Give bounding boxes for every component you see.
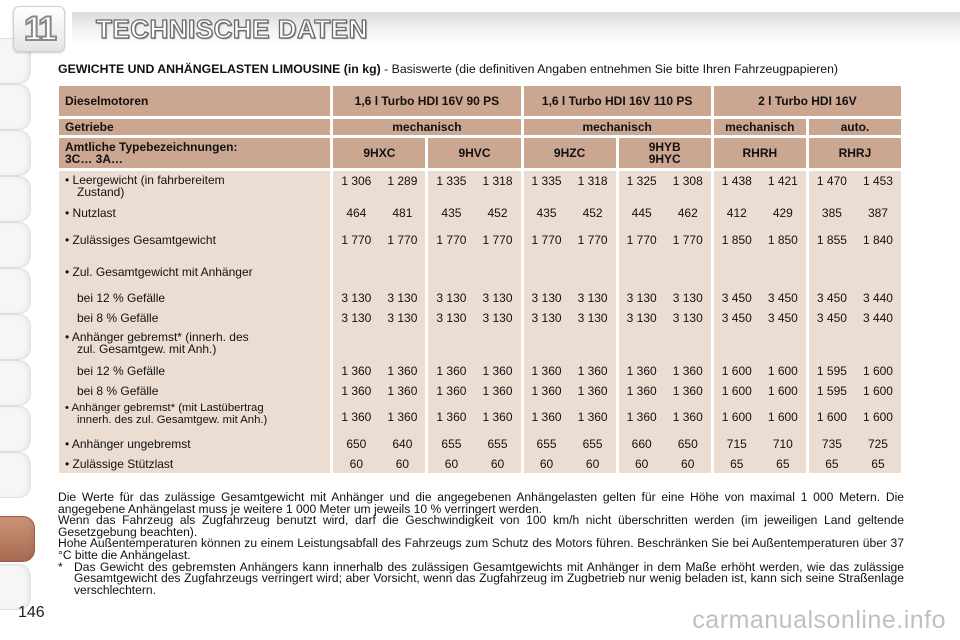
- labels-column: [65, 171, 330, 473]
- value-pair: [809, 206, 901, 220]
- table-cell-value: 735: [821, 437, 842, 451]
- table-cell-value: 3 450: [721, 311, 752, 325]
- table-cell-value: 1 289: [387, 174, 418, 188]
- type-cell: [619, 138, 711, 168]
- table-cell-value: 1 600: [862, 384, 893, 398]
- note-paragraph: Hohe Außentemperaturen können zu einem Leistungsabfall des Fahrzeugs zum Schutz des Motors führen. Beschränken Sie bei Außentemperaturen über 37 °C bitte die Anhängelast.: [58, 536, 904, 562]
- table-cell-value: 3 130: [672, 291, 703, 305]
- gearbox-row: [59, 119, 901, 135]
- table-cell-value: 1 770: [436, 233, 467, 247]
- type-line: 9HYC: [648, 152, 681, 166]
- table-cell-value: 1 360: [387, 384, 418, 398]
- table-cell-value: 435: [536, 206, 557, 220]
- table-cell-value: 1 770: [577, 233, 608, 247]
- table-cell-value: 60: [349, 457, 364, 471]
- row-labels: [59, 171, 330, 473]
- table-cell-value: 65: [871, 457, 885, 471]
- table-cell-value: 1 600: [721, 384, 752, 398]
- table-cell-value: 387: [867, 206, 888, 220]
- table-cell-value: 3 450: [816, 311, 847, 325]
- engine-header: 2 l Turbo HDI 16V: [714, 86, 901, 116]
- watermark: carmanualsonline.info: [692, 606, 946, 634]
- value-pair: [428, 291, 520, 305]
- table-cell-value: 452: [487, 206, 508, 220]
- row-label: • Zulässige Stützlast: [65, 457, 174, 471]
- gearbox-cell: mechanisch: [714, 119, 806, 135]
- table-cell-value: 1 770: [531, 233, 562, 247]
- table-cell-value: 725: [867, 437, 888, 451]
- table-cell-value: 3 130: [387, 291, 418, 305]
- table-cell-value: 60: [539, 457, 554, 471]
- table-cell-value: 1 360: [482, 410, 513, 424]
- value-pair: [333, 437, 425, 451]
- value-pair: [619, 311, 711, 325]
- table-cell-value: 462: [677, 206, 698, 220]
- gearbox-cell: mechanisch: [524, 119, 711, 135]
- engines-label: Dieselmotoren: [59, 86, 330, 116]
- table-cell-value: 1 595: [816, 364, 847, 378]
- table-cell-value: 1 360: [482, 364, 513, 378]
- value-pair: [428, 410, 520, 424]
- value-pair: [714, 384, 806, 398]
- table-cell-value: 1 360: [531, 410, 562, 424]
- value-pair: [428, 457, 520, 471]
- table-cell-value: 60: [585, 457, 600, 471]
- table-cell-value: 1 360: [482, 384, 513, 398]
- value-pair: [619, 206, 711, 220]
- table-cell-value: 655: [487, 437, 508, 451]
- table-body: [59, 171, 901, 473]
- table-cell-value: 65: [730, 457, 744, 471]
- value-pair: [714, 457, 806, 471]
- page-number: 146: [18, 604, 45, 621]
- value-pair: [809, 384, 901, 398]
- row-label: • Zulässiges Gesamtgewicht: [65, 233, 216, 247]
- table-cell-value: 1 770: [387, 233, 418, 247]
- table-cell-value: 1 850: [767, 233, 798, 247]
- table-cell-value: 1 360: [436, 384, 467, 398]
- value-pair: [524, 311, 616, 325]
- table-cell-value: 1 600: [767, 364, 798, 378]
- table-cell-value: 1 770: [672, 233, 703, 247]
- gearbox-cell: auto.: [809, 119, 901, 135]
- types-label-line: 3C… 3A…: [65, 152, 124, 166]
- value-pair: [333, 364, 425, 378]
- footnote-mark: *: [58, 559, 63, 574]
- value-pair: [428, 233, 520, 247]
- table-cell-value: 1 360: [387, 410, 418, 424]
- value-pair: [619, 437, 711, 451]
- chapter-tab[interactable]: [0, 268, 31, 314]
- type-cell: 9HXC: [333, 138, 425, 168]
- value-column: [809, 171, 901, 473]
- table-cell-value: 1 335: [531, 174, 562, 188]
- value-pair: [524, 457, 616, 471]
- table-cell-value: 1 600: [862, 364, 893, 378]
- section-heading-note: - Basiswerte (die definitiven Angaben entnehmen Sie bitte Ihren Fahrzeugpapieren): [380, 62, 839, 76]
- chapter-tab[interactable]: [0, 130, 31, 176]
- value-pair: [524, 364, 616, 378]
- value-pair: [524, 410, 616, 424]
- chapter-tab-active[interactable]: [0, 516, 35, 562]
- table-cell-value: 1 360: [387, 364, 418, 378]
- table-cell-value: 1 470: [816, 174, 847, 188]
- value-pair: [809, 291, 901, 305]
- value-column: [524, 171, 616, 473]
- table-cell-value: 3 130: [482, 311, 513, 325]
- table-cell-value: 1 840: [862, 233, 893, 247]
- table-cell-value: 1 600: [816, 410, 847, 424]
- value-pair: [428, 206, 520, 220]
- chapter-tab[interactable]: [0, 314, 31, 360]
- table-cell-value: 1 360: [672, 384, 703, 398]
- value-pair: [619, 457, 711, 471]
- table-cell-value: 3 130: [436, 291, 467, 305]
- row-label: bei 12 % Gefälle: [77, 291, 166, 305]
- type-line: 9HYB: [648, 140, 681, 154]
- table-cell-value: 60: [681, 457, 695, 471]
- row-label: • Anhänger ungebremst: [65, 437, 191, 451]
- table-cell-value: 1 600: [767, 384, 798, 398]
- table-cell-value: 3 130: [577, 311, 608, 325]
- row-label-line: • Leergewicht (in fahrbereitem: [65, 173, 225, 187]
- table-cell-value: 1 360: [626, 364, 657, 378]
- value-pair: [809, 364, 901, 378]
- engine-header-row: [59, 86, 901, 116]
- value-pair: [714, 233, 806, 247]
- table-cell-value: 60: [634, 457, 649, 471]
- value-pair: [809, 233, 901, 247]
- value-pair: [714, 437, 806, 451]
- table-cell-value: 1 360: [577, 384, 608, 398]
- value-pair: [809, 311, 901, 325]
- value-pair: [714, 174, 806, 188]
- table-cell-value: 435: [441, 206, 462, 220]
- table-cell-value: 1 770: [626, 233, 657, 247]
- table-cell-value: 655: [582, 437, 603, 451]
- table-cell-value: 655: [536, 437, 557, 451]
- table-cell-value: 3 130: [626, 311, 657, 325]
- type-cell: 9HZC: [524, 138, 616, 168]
- value-pair: [524, 384, 616, 398]
- table-cell-value: 3 130: [531, 311, 562, 325]
- table-cell-value: 3 130: [387, 311, 418, 325]
- row-label-line: zul. Gesamtgew. mit Anh.): [77, 342, 217, 356]
- row-label: • Zul. Gesamtgewicht mit Anhänger: [65, 265, 253, 279]
- table-cell-value: 3 130: [626, 291, 657, 305]
- type-cell: RHRJ: [809, 138, 901, 168]
- value-column: [619, 171, 711, 473]
- value-pair: [809, 410, 901, 424]
- table-cell-value: 1 600: [721, 410, 752, 424]
- chapter-number-badge: 11: [13, 6, 65, 52]
- value-pair: [333, 457, 425, 471]
- types-label: [59, 138, 330, 168]
- table-cell-value: 1 325: [626, 174, 657, 188]
- table-cell-value: 60: [395, 457, 410, 471]
- table-cell-value: 1 770: [482, 233, 513, 247]
- table-cell-value: 640: [392, 437, 413, 451]
- table-cell-value: 1 318: [482, 174, 513, 188]
- value-pair: [333, 174, 425, 188]
- table-cell-value: 660: [631, 437, 652, 451]
- footnote: [58, 559, 904, 597]
- table-cell-value: 655: [441, 437, 462, 451]
- value-pair: [428, 437, 520, 451]
- value-pair: [619, 233, 711, 247]
- table-cell-value: 1 595: [816, 384, 847, 398]
- footnote-text: Das Gewicht des gebremsten Anhängers kann innerhalb des zulässigen Gesamtgewichts mit Anhänger in dem Maße erhöht werden, wie das zulässige Gesamtgewicht des Zugfahrzeugs verringert wird; aber Vorsicht, wenn das Zugfahrzeug im Zugbetrieb nur wenig beladen ist, kann sich seine Straßenlage verschlechtern.: [74, 559, 904, 597]
- table-cell-value: 1 438: [721, 174, 752, 188]
- table-cell-value: 429: [772, 206, 793, 220]
- table-cell-value: 1 308: [672, 174, 703, 188]
- value-pair: [333, 384, 425, 398]
- chapter-tab[interactable]: [0, 84, 31, 130]
- table-cell-value: 3 130: [482, 291, 513, 305]
- table-cell-value: 1 600: [721, 364, 752, 378]
- value-pair: [619, 364, 711, 378]
- value-pair: [714, 291, 806, 305]
- value-pair: [619, 174, 711, 188]
- table-cell-value: 3 130: [341, 291, 372, 305]
- table-cell-value: 445: [631, 206, 652, 220]
- table-cell-value: 65: [776, 457, 790, 471]
- table-cell-value: 1 360: [341, 410, 372, 424]
- notes: [58, 492, 904, 596]
- value-pair: [524, 437, 616, 451]
- table-cell-value: 1 360: [436, 410, 467, 424]
- value-column: [714, 171, 806, 473]
- value-pair: [714, 311, 806, 325]
- value-pair: [333, 206, 425, 220]
- value-pair: [333, 410, 425, 424]
- row-label-line: Zustand): [77, 185, 125, 199]
- row-label: [65, 174, 330, 198]
- table-cell-value: 3 450: [767, 291, 798, 305]
- table-cell-value: 3 130: [436, 311, 467, 325]
- table-cell-value: 3 440: [862, 291, 893, 305]
- table-cell-value: 1 360: [577, 410, 608, 424]
- value-pair: [428, 364, 520, 378]
- table-cell-value: 710: [772, 437, 793, 451]
- engine-header: 1,6 l Turbo HDI 16V 110 PS: [524, 86, 711, 116]
- value-pair: [809, 437, 901, 451]
- page-title: TECHNISCHE DATEN: [96, 14, 368, 44]
- value-pair: [714, 410, 806, 424]
- gearbox-label: Getriebe: [59, 119, 330, 135]
- table-cell-value: 1 360: [672, 410, 703, 424]
- table-cell-value: 464: [346, 206, 367, 220]
- table-cell-value: 1 360: [341, 364, 372, 378]
- table-cell-value: 60: [490, 457, 505, 471]
- row-label: bei 12 % Gefälle: [77, 364, 166, 378]
- table-cell-value: 650: [346, 437, 367, 451]
- row-label: bei 8 % Gefälle: [77, 384, 159, 398]
- gearbox-cell: mechanisch: [333, 119, 520, 135]
- value-pair: [524, 206, 616, 220]
- row-label-line: • Anhänger gebremst* (mit Lastübertrag: [65, 402, 264, 414]
- table-cell-value: 1 600: [767, 410, 798, 424]
- types-label-line: Amtliche Typebezeichnungen:: [65, 140, 238, 154]
- chapter-tab[interactable]: [0, 452, 31, 498]
- row-label: [65, 331, 330, 355]
- value-pair: [619, 291, 711, 305]
- row-label: bei 8 % Gefälle: [77, 311, 159, 325]
- engine-header: 1,6 l Turbo HDI 16V 90 PS: [333, 86, 520, 116]
- table-cell-value: 650: [677, 437, 698, 451]
- table-cell-value: 1 306: [341, 174, 372, 188]
- row-label-line: • Anhänger gebremst* (innerh. des: [65, 330, 249, 344]
- table-cell-value: 1 850: [721, 233, 752, 247]
- table-cell-value: 481: [392, 206, 413, 220]
- value-pair: [809, 457, 901, 471]
- chapter-tab[interactable]: [0, 406, 31, 452]
- chapter-tab[interactable]: [0, 360, 31, 406]
- chapter-tab[interactable]: [0, 222, 31, 268]
- value-pair: [524, 233, 616, 247]
- value-pair: [428, 174, 520, 188]
- table-cell-value: 1 421: [767, 174, 798, 188]
- table-cell-value: 412: [726, 206, 747, 220]
- type-cell: RHRH: [714, 138, 806, 168]
- type-row: [59, 138, 901, 168]
- table-cell-value: 715: [726, 437, 747, 451]
- type-cell: 9HVC: [428, 138, 520, 168]
- row-label: [65, 403, 330, 426]
- chapter-tab[interactable]: [0, 176, 31, 222]
- table-cell-value: 1 360: [436, 364, 467, 378]
- table-cell-value: 3 450: [721, 291, 752, 305]
- weights-table: [56, 83, 904, 476]
- table-cell-value: 3 130: [672, 311, 703, 325]
- table-cell-value: 1 855: [816, 233, 847, 247]
- row-label: • Nutzlast: [65, 206, 116, 220]
- value-pair: [428, 311, 520, 325]
- value-pair: [333, 233, 425, 247]
- table-cell-value: 3 450: [816, 291, 847, 305]
- value-pair: [428, 384, 520, 398]
- table-cell-value: 452: [582, 206, 603, 220]
- table-cell-value: 3 450: [767, 311, 798, 325]
- value-pair: [619, 384, 711, 398]
- table-cell-value: 1 770: [341, 233, 372, 247]
- table-cell-value: 1 360: [626, 410, 657, 424]
- table-cell-value: 385: [821, 206, 842, 220]
- value-pair: [714, 206, 806, 220]
- section-heading: [58, 62, 948, 76]
- table-cell-value: 3 440: [862, 311, 893, 325]
- table-cell-value: 1 453: [862, 174, 893, 188]
- value-pair: [333, 311, 425, 325]
- value-pair: [619, 410, 711, 424]
- table-cell-value: 3 130: [531, 291, 562, 305]
- table-cell-value: 3 130: [577, 291, 608, 305]
- table-cell-value: 3 130: [341, 311, 372, 325]
- table-cell-value: 1 360: [341, 384, 372, 398]
- table-cell-value: 1 318: [577, 174, 608, 188]
- note-paragraph: Die Werte für das zulässige Gesamtgewicht mit Anhänger und die angegebenen Anhängelasten gelten für eine Höhe von maximal 1 000 Metern. Die angegebene Anhängelast muss je weitere 1 000 Meter um jeweils 10 % verringert werden.: [58, 490, 904, 516]
- value-column: [333, 171, 425, 473]
- value-pair: [809, 174, 901, 188]
- value-pair: [524, 174, 616, 188]
- table-cell-value: 1 360: [531, 384, 562, 398]
- table-cell-value: 1 335: [436, 174, 467, 188]
- table-cell-value: 1 360: [672, 364, 703, 378]
- table-cell-value: 1 360: [577, 364, 608, 378]
- value-column: [428, 171, 520, 473]
- table-cell-value: 1 360: [531, 364, 562, 378]
- note-paragraph: Wenn das Fahrzeug als Zugfahrzeug benutzt wird, darf die Geschwindigkeit von 100 km/h nicht überschritten werden (im jeweiligen Land geltende Gesetzgebung beachten).: [58, 513, 904, 539]
- value-pair: [524, 291, 616, 305]
- section-heading-bold: GEWICHTE UND ANHÄNGELASTEN LIMOUSINE (in kg): [58, 62, 381, 76]
- row-label-line: innerh. des zul. Gesamtgew. mit Anh.): [77, 413, 268, 426]
- chapter-tabs: [0, 38, 32, 638]
- value-pair: [333, 291, 425, 305]
- table-cell-value: 1 600: [862, 410, 893, 424]
- table-cell-value: 60: [444, 457, 459, 471]
- table-cell-value: 1 360: [626, 384, 657, 398]
- value-pair: [714, 364, 806, 378]
- table-cell-value: 65: [825, 457, 839, 471]
